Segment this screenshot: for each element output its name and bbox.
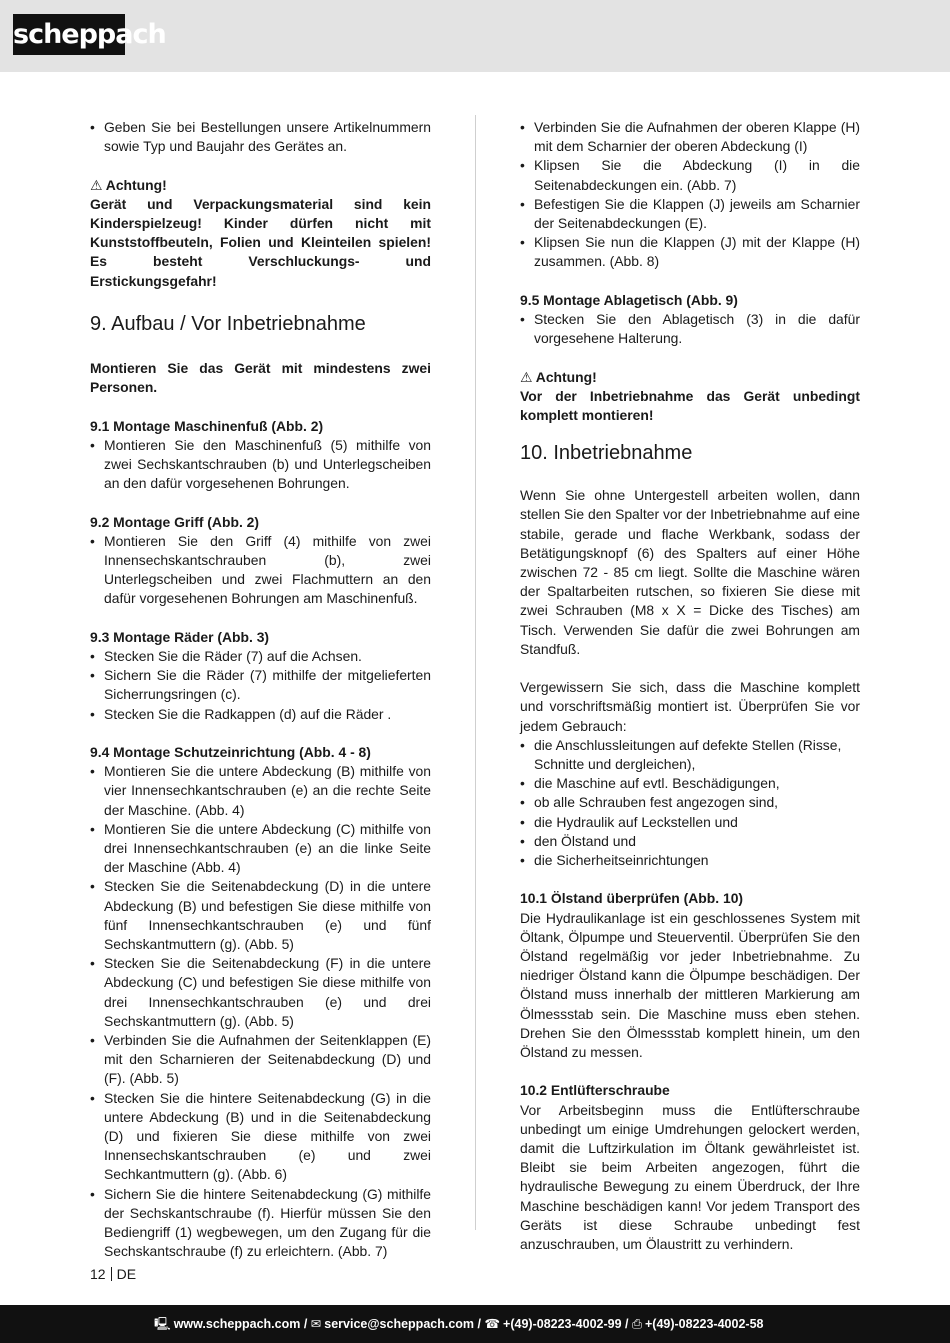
- brand-logo: scheppach: [13, 14, 125, 55]
- right-column: [520, 118, 860, 1254]
- subsection-9-4-continued: [520, 118, 860, 272]
- fax-icon: ⎙: [631, 1317, 642, 1331]
- list-item: • Stecken Sie die Seitenabdeckung (F) in die untere Abdeckung (C) und befestigen Sie diese mithilfe von drei Innensechkantschrauben (e) und drei Sechskantmuttern (g). (Abb. 5): [90, 954, 431, 1031]
- subsection-9-3: [90, 628, 431, 724]
- warning-title: ⚠ Achtung!: [90, 176, 167, 193]
- warning-block: [520, 368, 860, 426]
- page-header: [0, 0, 950, 72]
- subsection-list: [90, 436, 431, 494]
- section-9-heading: 9. Aufbau / Vor Inbetriebnahme: [90, 313, 366, 335]
- subsection-title: 9.2 Montage Griff (Abb. 2): [90, 513, 260, 530]
- page-number-separator: [111, 1267, 112, 1281]
- subsection-title: 9.1 Montage Maschinenfuß (Abb. 2): [90, 417, 324, 434]
- list-item: • Befestigen Sie die Klappen (J) jeweils am Scharnier der Seitenabdeckungen (E).: [520, 195, 860, 233]
- section-10-checklist: [520, 678, 860, 870]
- list-item: • die Anschlussleitungen auf defekte Stellen (Risse, Schnitte und dergleichen),: [520, 736, 860, 774]
- intro-list: [90, 118, 431, 156]
- section-10-paragraph: Vergewissern Sie sich, dass die Maschine komplett und vorschriftsmäßig montiert ist. Überprüfen Sie vor jedem Gebrauch:: [520, 679, 860, 734]
- list-item: • Stecken Sie die Radkappen (d) auf die Räder .: [90, 705, 431, 724]
- list-item: • Klipsen Sie die Abdeckung (I) in die Seitenabdeckungen ein. (Abb. 7): [520, 156, 860, 194]
- warning-title: ⚠ Achtung!: [520, 368, 597, 385]
- subsection-title: 9.5 Montage Ablagetisch (Abb. 9): [520, 291, 738, 308]
- page-language: DE: [116, 1266, 137, 1282]
- list-item: • Montieren Sie den Maschinenfuß (5) mithilfe von zwei Sechskantschrauben (b) und Unterlegscheiben an den dafür vorgesehenen Bohrungen.: [90, 436, 431, 494]
- subsection-list: [520, 310, 860, 348]
- phone-icon: ☎: [484, 1317, 501, 1331]
- checklist: [520, 736, 860, 870]
- list-item: • ob alle Schrauben fest angezogen sind,: [520, 793, 860, 812]
- subsection-9-4: [90, 743, 431, 1261]
- list-item: • die Maschine auf evtl. Beschädigungen,: [520, 774, 860, 793]
- subsection-9-5: [520, 291, 860, 349]
- footer-fax: +(49)-08223-4002-58: [644, 1317, 764, 1331]
- subsection-title: 9.4 Montage Schutzeinrichtung (Abb. 4 - 8): [90, 744, 371, 760]
- subsection-text: Vor Arbeitsbeginn muss die Entlüfterschraube unbedingt um einige Umdrehungen gelockert werden, damit die Luftzirkulation im Öltank gewährleistet ist. Bleibt sie beim Arbeiten angezogen, führt die hydraulische Bewegung zu einem Überdruck, der Ihre Maschine beschädigen kann! Vor jedem Transport des Geräts ist diese Schraube unbedingt fest anzuschrauben, um Ölaustritt zu verhindern.: [520, 1101, 860, 1253]
- list-item: • Klipsen Sie nun die Klappen (J) mit der Klappe (H) zusammen. (Abb. 8): [520, 233, 860, 271]
- computer-icon: 🖳: [154, 1317, 171, 1331]
- list-item: • Sichern Sie die Räder (7) mithilfe der mitgelieferten Sicherrungsringen (c).: [90, 666, 431, 704]
- subsection-list: [90, 762, 431, 1261]
- warning-block: [90, 176, 431, 291]
- list-item: • Verbinden Sie die Aufnahmen der Seitenklappen (E) mit den Scharnieren der Seitenabdeckung (D) und (F). (Abb. 5): [90, 1031, 431, 1089]
- page-number: [90, 1265, 136, 1283]
- list-item: • Stecken Sie den Ablagetisch (3) in die dafür vorgesehene Halterung.: [520, 310, 860, 348]
- list-item: • Geben Sie bei Bestellungen unsere Artikelnummern sowie Typ und Baujahr des Gerätes an.: [90, 118, 431, 156]
- column-divider: [475, 115, 476, 1230]
- section-10-paragraph: Wenn Sie ohne Untergestell arbeiten wollen, dann stellen Sie den Spalter vor der Inbetriebnahme auf eine stabile, gerade und flache Werkbank, sodass der Betätigungsknopf (6) des Spalters auf einer Höhe zwischen 72 - 85 cm liegt. Sollte die Maschine wären der Spaltarbeiten rutschen, so fixieren Sie diese mit zwei Schrauben (M8 x X = Dicke des Tisches) am Tisch. Verwenden Sie dafür die zwei Bohrungen am Standfuß.: [520, 487, 860, 657]
- list-item: • die Hydraulik auf Leckstellen und: [520, 813, 860, 832]
- list-item: • Montieren Sie die untere Abdeckung (C) mithilfe von drei Innensechkantschrauben (e) an die linke Seite der Maschine (Abb. 4): [90, 820, 431, 878]
- left-column: [90, 118, 431, 1261]
- mail-icon: ✉: [310, 1317, 322, 1331]
- subsection-10-1: [520, 889, 860, 1062]
- section-9-intro: Montieren Sie das Gerät mit mindestens zwei Personen.: [90, 360, 431, 396]
- footer-mail[interactable]: service@scheppach.com /: [324, 1317, 481, 1331]
- list-item: • Montieren Sie die untere Abdeckung (B) mithilfe von vier Innensechkantschrauben (e) an die rechte Seite der Maschine. (Abb. 4): [90, 762, 431, 820]
- subsection-title: 9.3 Montage Räder (Abb. 3): [90, 628, 270, 645]
- subsection-10-2: [520, 1081, 860, 1254]
- subsection-9-1: [90, 417, 431, 494]
- list-item: • Montieren Sie den Griff (4) mithilfe von zwei Innensechskantschrauben (b), zwei Unterlegscheiben und zwei Flachmuttern an den dafür vorgesehenen Bohrungen am Maschinenfuß.: [90, 532, 431, 609]
- subsection-list: [90, 647, 431, 724]
- warning-text: Gerät und Verpackungsmaterial sind kein Kinderspielzeug! Kinder dürfen nicht mit Kunststoffbeuteln, Folien und Kleinteilen spielen! Es besteht Verschluckungs- und Erstickungsgefahr!: [90, 195, 431, 289]
- list-item: • Stecken Sie die hintere Seitenabdeckung (G) in die untere Abdeckung (B) und in die Seitenabdeckung (D) und fixieren Sie diese mithilfe von zwei Innensechskantschrauben (e) und zwei Sechkantmuttern (g). (Abb. 6): [90, 1089, 431, 1185]
- section-10-heading: 10. Inbetriebnahme: [520, 442, 693, 465]
- subsection-text: Die Hydraulikanlage ist ein geschlossenes System mit Öltank, Ölpumpe und Steuerventil. Überprüfen Sie den Ölstand regelmäßig vor jeder Inbetriebnahme. Zu niedriger Ölstand kann die Ölpumpe beschädigen. Der Ölstand muss innerhalb der mittleren Markierung am Ölmessstab sein. Die Maschine muss eben stehen. Drehen Sie den Ölmessstab komplett hinein, um den Ölstand zu messen.: [520, 909, 860, 1061]
- subsection-list: [90, 532, 431, 609]
- page-footer: [0, 1305, 950, 1343]
- subsection-title: 10.2 Entlüfterschraube: [520, 1082, 670, 1099]
- subsection-9-2: [90, 513, 431, 609]
- list-item: • Sichern Sie die hintere Seitenabdeckung (G) mithilfe der Sechskantschraube (f). Hierfür müssen Sie den Bediengriff (1) wegbewegen, um den Zugang für die Sechskantschraube (f) zu erleichtern. (Abb. 7): [90, 1185, 431, 1262]
- list-item: • den Ölstand und: [520, 832, 860, 851]
- footer-phone: +(49)-08223-4002-99 /: [503, 1317, 629, 1331]
- list-item: • Stecken Sie die Räder (7) auf die Achsen.: [90, 647, 431, 666]
- list-item: • Verbinden Sie die Aufnahmen der oberen Klappe (H) mit dem Scharnier der oberen Abdeckung (I): [520, 118, 860, 156]
- warning-text: Vor der Inbetriebnahme das Gerät unbedingt komplett montieren!: [520, 387, 860, 424]
- list-item: • die Sicherheitseinrichtungen: [520, 851, 860, 870]
- footer-web[interactable]: www.scheppach.com /: [173, 1317, 308, 1331]
- page-number-value: 12: [90, 1266, 106, 1282]
- footer-contacts: [154, 1305, 763, 1343]
- subsection-title: 10.1 Ölstand überprüfen (Abb. 10): [520, 890, 744, 907]
- list-item: • Stecken Sie die Seitenabdeckung (D) in die untere Abdeckung (B) und befestigen Sie diese mithilfe von fünf Innensechkantschrauben (e) und fünf Sechskantmuttern (g). (Abb. 5): [90, 877, 431, 954]
